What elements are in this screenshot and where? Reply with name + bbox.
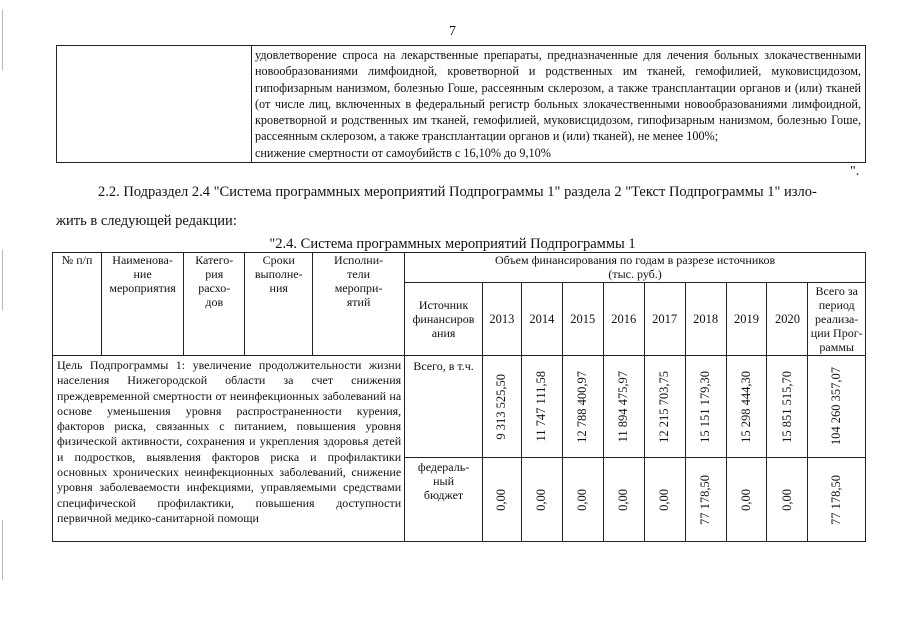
value-cell xyxy=(767,356,808,458)
value-text: 15 151 179,30 xyxy=(698,370,713,443)
header-year: 2013 xyxy=(482,283,521,356)
header-year: 2018 xyxy=(685,283,726,356)
value-text: 11 894 475,97 xyxy=(616,370,631,443)
value-cell xyxy=(603,458,644,542)
value-text: 0,00 xyxy=(657,488,672,511)
value-text: 12 788 400,97 xyxy=(575,370,590,443)
value-text: 15 298 444,30 xyxy=(739,370,753,443)
closing-quote: ". xyxy=(850,164,860,179)
value-text: 11 747 111,58 xyxy=(534,371,549,442)
value-cell xyxy=(521,458,562,542)
program-activities-table xyxy=(52,252,866,542)
header-year: 2017 xyxy=(644,283,685,356)
value-text: 12 215 703,75 xyxy=(657,370,672,443)
header-year: 2016 xyxy=(603,283,644,356)
value-cell xyxy=(562,356,603,458)
header-year: 2015 xyxy=(562,283,603,356)
value-cell xyxy=(603,356,644,458)
value-cell xyxy=(482,458,521,542)
empty-cell xyxy=(57,46,252,163)
indicators-paragraph: удовлетворение спроса на лекарственные препараты, предназначенные для лечения больных злокачественными новообразованиями лимфоидной, кроветворной и родственных им тканей, гемофилией, муковисцидозом, гипофизарным нанизмом, болезнью Гоше, рассеянным склерозом, а также трансплантации органов и (или) тканей (от числе лиц, включенных в федеральный регистр больных злокачественными новообразованиями лимфоидной, кроветворной и родственных им тканей, гемофилией, муковисцидозом, гипофизарным нанизмом, болезнью Гоше, рассеянным склерозом, а также трансплантации органов и (или) тканей), не менее 100%; xyxy=(255,48,861,144)
value-text: 15 851 515,70 xyxy=(779,370,794,443)
scan-edge-mark xyxy=(2,250,3,310)
header-year: 2019 xyxy=(726,283,767,356)
page-number: 7 xyxy=(449,24,456,39)
total-text: 77 178,50 xyxy=(829,474,844,525)
header-funding: Объем финансирования по годам в разрезе источников (тыс. руб.) xyxy=(405,253,866,283)
value-text: 0,00 xyxy=(779,488,794,511)
header-name: Наименова- ние мероприятия xyxy=(102,253,184,356)
header-year: 2020 xyxy=(767,283,808,356)
value-text: 77 178,50 xyxy=(698,474,713,525)
value-text: 0,00 xyxy=(616,488,631,511)
header-num: № п/п xyxy=(53,253,102,356)
scan-edge-mark xyxy=(2,10,3,70)
section-title: "2.4. Система программных мероприятий Подпрограммы 1 xyxy=(269,236,636,252)
previous-table-fragment xyxy=(56,45,866,163)
value-text: 0,00 xyxy=(534,488,549,511)
value-cell xyxy=(685,356,726,458)
value-cell xyxy=(685,458,726,542)
header-executors: Исполни- тели меропри- ятий xyxy=(313,253,405,356)
value-cell xyxy=(726,458,767,542)
row-source: Всего, в т.ч. xyxy=(405,356,483,458)
value-cell xyxy=(644,356,685,458)
header-total: Всего за период реализа- ции Прог- раммы xyxy=(808,283,866,356)
value-text: 0,00 xyxy=(739,488,753,511)
value-text: 0,00 xyxy=(575,488,590,511)
header-source: Источник финансиров ания xyxy=(405,283,483,356)
total-text: 104 260 357,07 xyxy=(829,367,844,446)
value-text: 9 313 525,50 xyxy=(494,373,509,440)
scan-edge-mark xyxy=(2,520,3,580)
value-cell xyxy=(767,458,808,542)
header-category: Катего- рия расхо- дов xyxy=(184,253,245,356)
row-source: федераль- ный бюджет xyxy=(405,458,483,542)
header-year: 2014 xyxy=(521,283,562,356)
total-cell xyxy=(808,356,866,458)
value-cell xyxy=(644,458,685,542)
instruction-line-2: жить в следующей редакции: xyxy=(56,213,237,229)
goal-indicators-cell xyxy=(252,46,866,163)
header-terms: Сроки выполне- ния xyxy=(245,253,313,356)
value-cell xyxy=(521,356,562,458)
indicators-last-line: снижение смертности от самоубийств с 16,10% до 9,10% xyxy=(255,145,551,160)
value-cell xyxy=(562,458,603,542)
goal-cell: Цель Подпрограммы 1: увеличение продолжительности жизни населения Нижегородской области за счет снижения преждевременной смертности от неинфекционных заболеваний на основе уменьшения уровня распространенности курения, факторов риска, связанных с питанием, повышения уровня физической активности, сохранения и укрепления здоровья детей и подростков, выявления факторов риска и профилактики основных хронических неинфекционных заболеваний, снижение уровня заболеваемости инфекциями, управляемыми средствами специфической профилактики, повышения доступности первичной медико-санитарной помощи xyxy=(53,356,405,542)
instruction-line-1: 2.2. Подраздел 2.4 "Система программных мероприятий Подпрограммы 1" раздела 2 "Текст Подпрограммы 1" изло- xyxy=(98,184,817,200)
value-cell xyxy=(726,356,767,458)
value-text: 0,00 xyxy=(494,488,509,511)
value-cell xyxy=(482,356,521,458)
total-cell xyxy=(808,458,866,542)
